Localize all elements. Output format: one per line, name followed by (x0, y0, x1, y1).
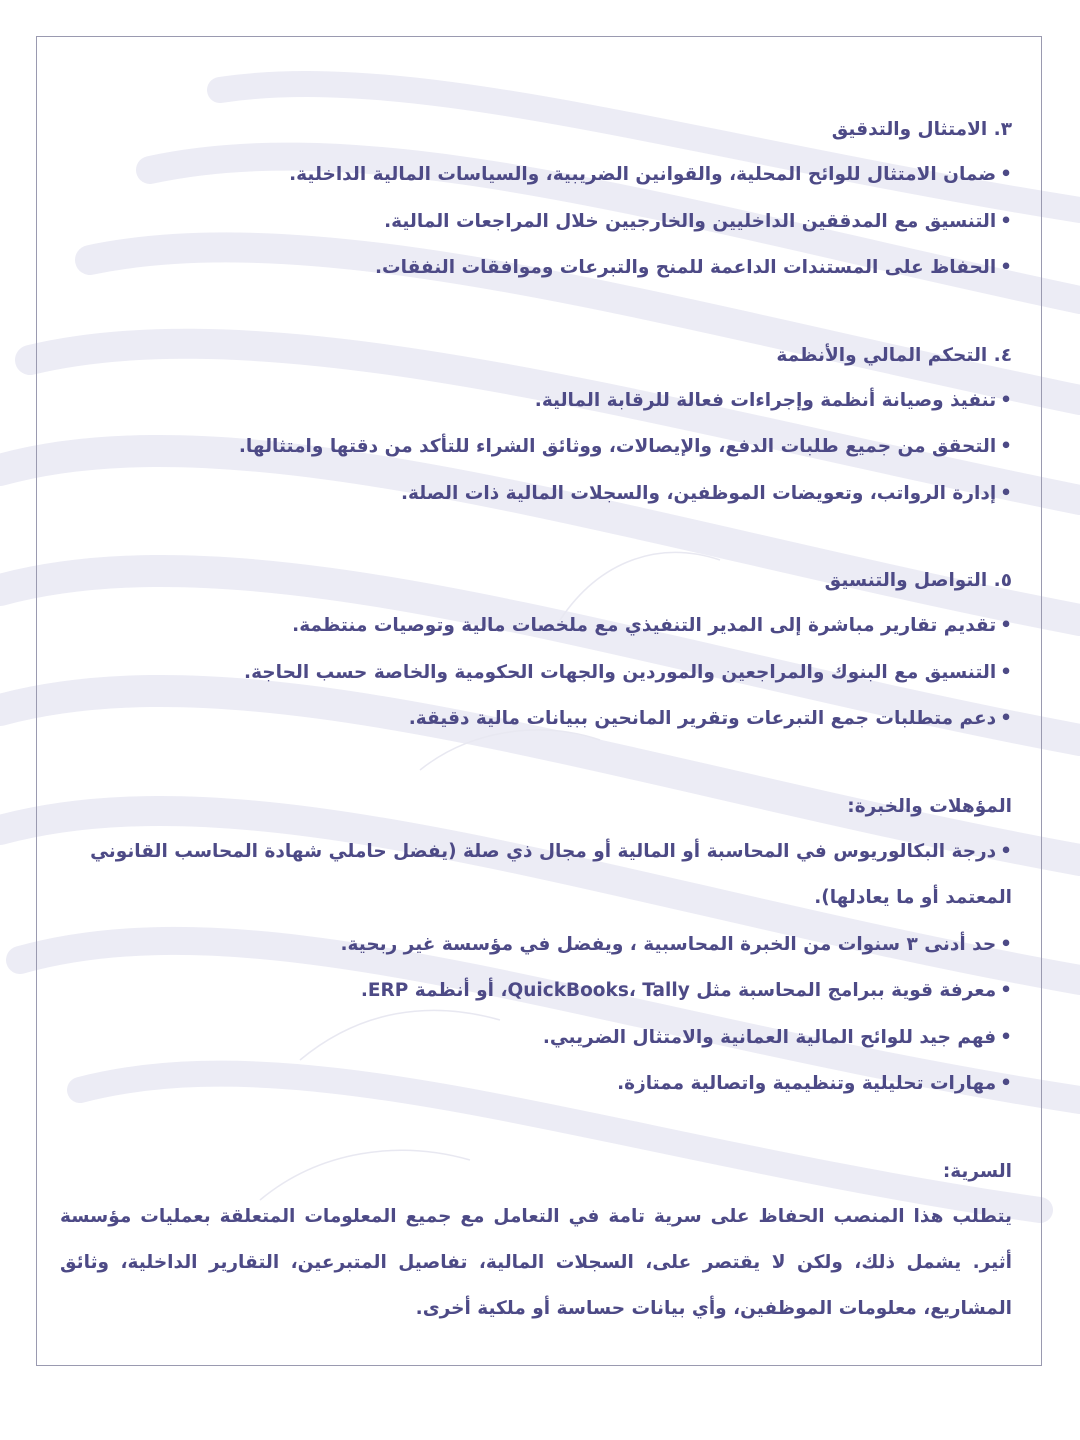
list-item (60, 424, 1012, 471)
section-financial-control (60, 334, 1012, 518)
list-item (60, 1061, 1012, 1108)
list-item-text: الحفاظ على المستندات الداعمة للمنح والتبرعات وموافقات النفقات. (375, 257, 997, 278)
list-item (60, 922, 1012, 969)
bullet: • (1000, 1073, 1012, 1094)
bullet-list (60, 829, 1012, 1108)
list-item-text: تنفيذ وصيانة أنظمة وإجراءات فعالة للرقابة المالية. (534, 389, 997, 411)
bullet: • (1000, 708, 1012, 729)
section-confidentiality (60, 1150, 1012, 1332)
section-heading: ٤. التحكم المالي والأنظمة (776, 344, 1012, 366)
list-item (60, 199, 1012, 246)
bullet: • (1000, 661, 1012, 683)
bullet: • (1000, 482, 1012, 504)
section-heading: المؤهلات والخبرة: (847, 795, 1012, 817)
list-item (60, 968, 1012, 1015)
section-heading: ٥. التواصل والتنسيق (824, 570, 1012, 591)
list-item (60, 152, 1012, 199)
section-communication (60, 559, 1012, 743)
bullet: • (1000, 436, 1012, 457)
bullet: • (1000, 257, 1012, 278)
section-heading: السرية: (942, 1160, 1012, 1182)
confidentiality-paragraph: يتطلب هذا المنصب الحفاظ على سرية تامة في التعامل مع جميع المعلومات المتعلقة بعمليات مؤسسة أثير. يشمل ذلك، ولكن لا يقتصر على، السجلات المالية، تفاصيل المتبرعين، التقارير الداخلية، وثائق المشاريع، معلومات الموظفين، وأي بيانات حساسة أو ملكية أخرى. (60, 1205, 1012, 1319)
list-item-text: فهم جيد للوائح المالية العمانية والامتثال الضريبي. (542, 1026, 997, 1048)
list-item-text: التحقق من جميع طلبات الدفع، والإيصالات، ووثائق الشراء للتأكد من دقتها وامتثالها. (238, 436, 997, 457)
bullet: • (1000, 615, 1012, 636)
document-body (60, 108, 1012, 1374)
list-item (60, 378, 1012, 425)
bullet-list (60, 378, 1012, 518)
list-item-text: إدارة الرواتب، وتعويضات الموظفين، والسجلات المالية ذات الصلة. (401, 482, 997, 504)
list-item-text: التنسيق مع البنوك والمراجعين والموردين والجهات الحكومية والخاصة حسب الحاجة. (244, 661, 997, 683)
bullet: • (1000, 389, 1012, 411)
list-item-text: مهارات تحليلية وتنظيمية واتصالية ممتازة. (617, 1073, 997, 1094)
bullet: • (1000, 210, 1012, 232)
list-item-text: تقديم تقارير مباشرة إلى المدير التنفيذي مع ملخصات مالية وتوصيات منتظمة. (292, 615, 997, 636)
list-item (60, 1015, 1012, 1062)
bullet-list (60, 152, 1012, 292)
bullet: • (1000, 164, 1012, 185)
list-item-text: معرفة قوية ببرامج المحاسبة مثل QuickBooks، Tally، أو أنظمة ERP. (360, 980, 997, 1001)
bullet: • (1000, 1026, 1012, 1048)
section-qualifications (60, 785, 1012, 1108)
bullet: • (1000, 933, 1012, 955)
list-item (60, 603, 1012, 650)
section-heading: ٣. الامتثال والتدقيق (831, 119, 1012, 140)
bullet-list (60, 603, 1012, 743)
list-item (60, 245, 1012, 292)
list-item (60, 696, 1012, 743)
section-compliance-audit (60, 108, 1012, 292)
list-item-text: دعم متطلبات جمع التبرعات وتقرير المانحين ببيانات مالية دقيقة. (408, 708, 997, 729)
list-item-text: ضمان الامتثال للوائح المحلية، والقوانين الضريبية، والسياسات المالية الداخلية. (289, 164, 997, 185)
bullet: • (1000, 840, 1012, 862)
bullet: • (1000, 980, 1012, 1001)
list-item (60, 471, 1012, 518)
list-item-text: التنسيق مع المدققين الداخليين والخارجيين خلال المراجعات المالية. (384, 210, 997, 232)
list-item-text: درجة البكالوريوس في المحاسبة أو المالية أو مجال ذي صلة (يفضل حاملي شهادة المحاسب القانوني المعتمد أو ما يعادلها). (90, 840, 1012, 908)
list-item (60, 650, 1012, 697)
list-item (60, 829, 1012, 922)
list-item-text: حد أدنى ٣ سنوات من الخبرة المحاسبية ، ويفضل في مؤسسة غير ربحية. (340, 933, 997, 955)
